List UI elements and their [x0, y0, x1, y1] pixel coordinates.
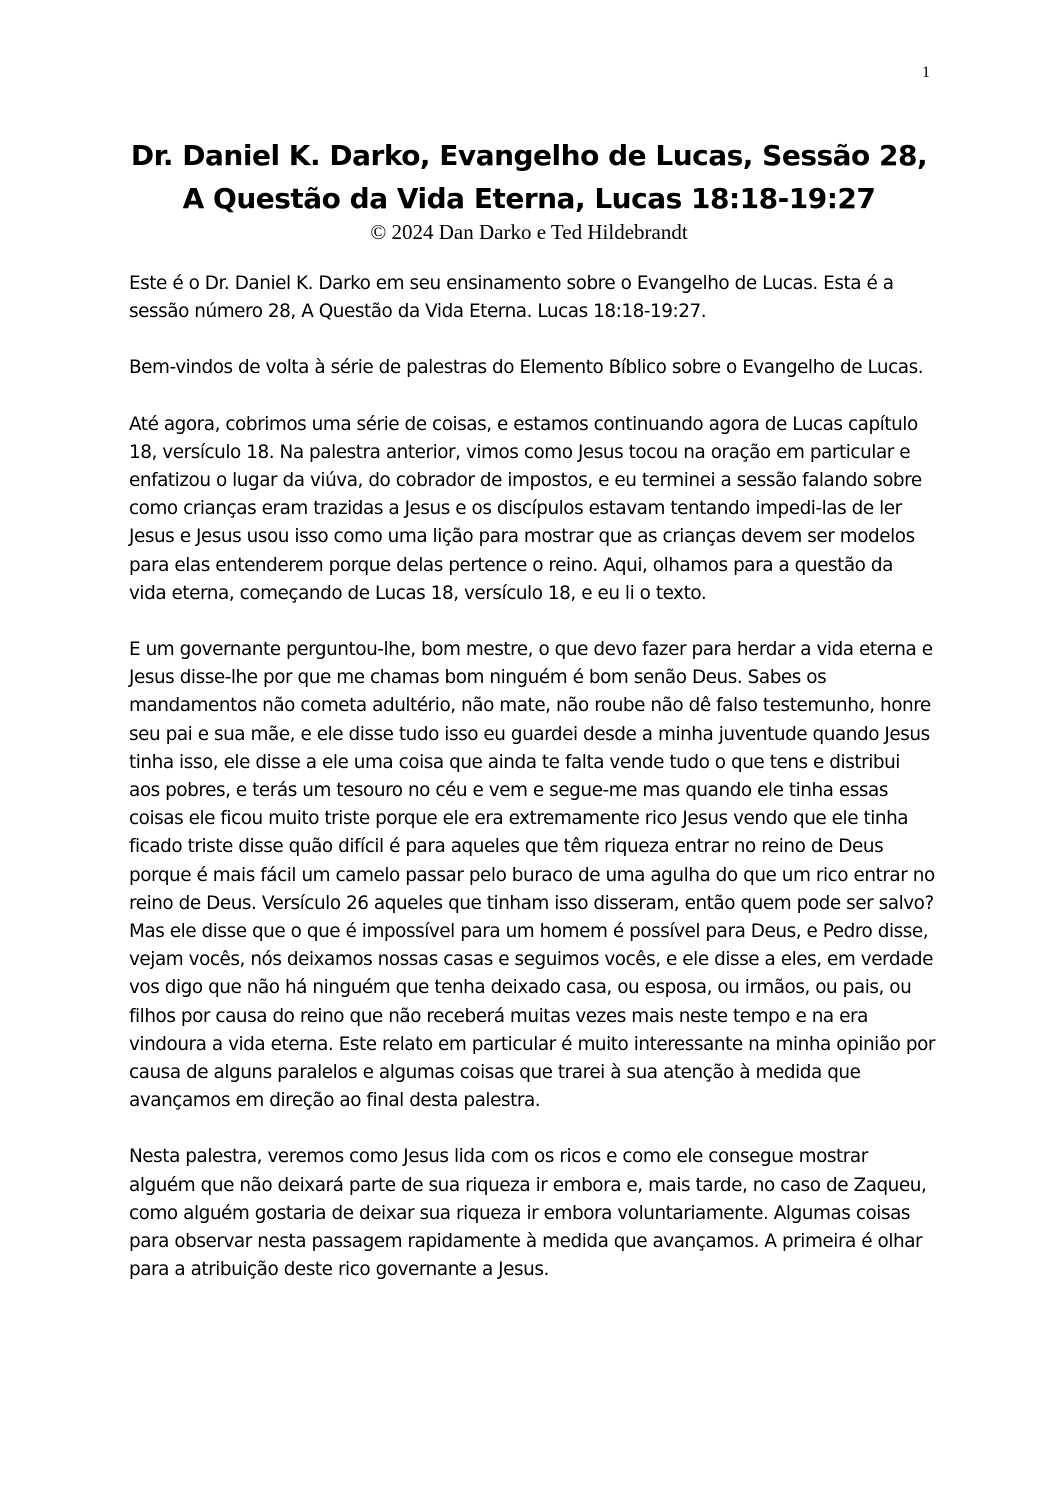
paragraph-lecture-overview: Nesta palestra, veremos como Jesus lida com os ricos e como ele consegue mostrar alguém que não deixará parte de sua riqueza ir embora e, mais tarde, no caso de Zaqueu, como alguém gostaria de deixar sua riqueza ir embora voluntariamente. Algumas coisas para observar nesta passagem rapidamente à medida que avançamos. A primeira é olhar para a atribuição deste rico governante a Jesus.	[129, 1146, 927, 1281]
paragraph-welcome: Bem-vindos de volta à série de palestras do Elemento Bíblico sobre o Evangelho de Lucas.	[129, 357, 924, 379]
document-header	[120, 134, 938, 244]
page-number: 1	[922, 64, 930, 81]
document-body	[129, 270, 935, 1313]
copyright-line: © 2024 Dan Darko e Ted Hildebrandt	[370, 220, 688, 244]
paragraph-recap: Até agora, cobrimos uma série de coisas, e estamos continuando agora de Lucas capítulo 18, versículo 18. Na palestra anterior, vimos como Jesus tocou na oração em particular e enfatizou o lugar da viúva, do cobrador de impostos, e eu terminei a sessão falando sobre como crianças eram trazidas a Jesus e os discípulos estavam tentando impedi-las de ler Jesus e Jesus usou isso como uma lição para mostrar que as crianças devem ser modelos para elas entenderem porque delas pertence o reino. Aqui, olhamos para a questão da vida eterna, começando de Lucas 18, versículo 18, e eu li o texto.	[129, 413, 922, 604]
paragraph-scripture-reading: E um governante perguntou-lhe, bom mestre, o que devo fazer para herdar a vida eterna e Jesus disse-lhe por que me chamas bom ninguém é bom senão Deus. Sabes os mandamentos não cometa adultério, não mate, não roube não dê falso testemunho, honre seu pai e sua mãe, e ele disse tudo isso eu guardei desde a minha juventude quando Jesus tinha isso, ele disse a ele uma coisa que ainda te falta vende tudo o que tens e distribui aos pobres, e terás um tesouro no céu e vem e segue-me mas quando ele tinha essas coisas ele ficou muito triste porque ele era extremamente rico Jesus vendo que ele tinha ficado triste disse quão difícil é para aqueles que têm riqueza entrar no reino de Deus porque é mais fácil um camelo passar pelo buraco de uma agulha do que um rico entrar no reino de Deus. Versículo 26 aqueles que tinham isso disseram, então quem pode ser salvo? Mas ele disse que o que é impossível para um homem é possível para Deus, e Pedro disse, vejam vocês, nós deixamos nossas casas e seguimos vocês, e ele disse a eles, em verdade vos digo que não há ninguém que tenha deixado casa, ou esposa, ou irmãos, ou pais, ou filhos por causa do reino que não receberá muitas vezes mais neste tempo e na era vindoura a vida eterna. Este relato em particular é muito interessante na minha opinião por causa de alguns paralelos e algumas coisas que trarei à sua atenção à medida que avançamos em direção ao final desta palestra.	[129, 639, 935, 1112]
document-title: Dr. Daniel K. Darko, Evangelho de Lucas, Sessão 28, A Questão da Vida Eterna, Lucas 18:18-19:27	[130, 139, 928, 215]
paragraph-intro: Este é o Dr. Daniel K. Darko em seu ensinamento sobre o Evangelho de Lucas. Esta é a sessão número 28, A Questão da Vida Eterna. Lucas 18:18-19:27.	[129, 273, 894, 323]
